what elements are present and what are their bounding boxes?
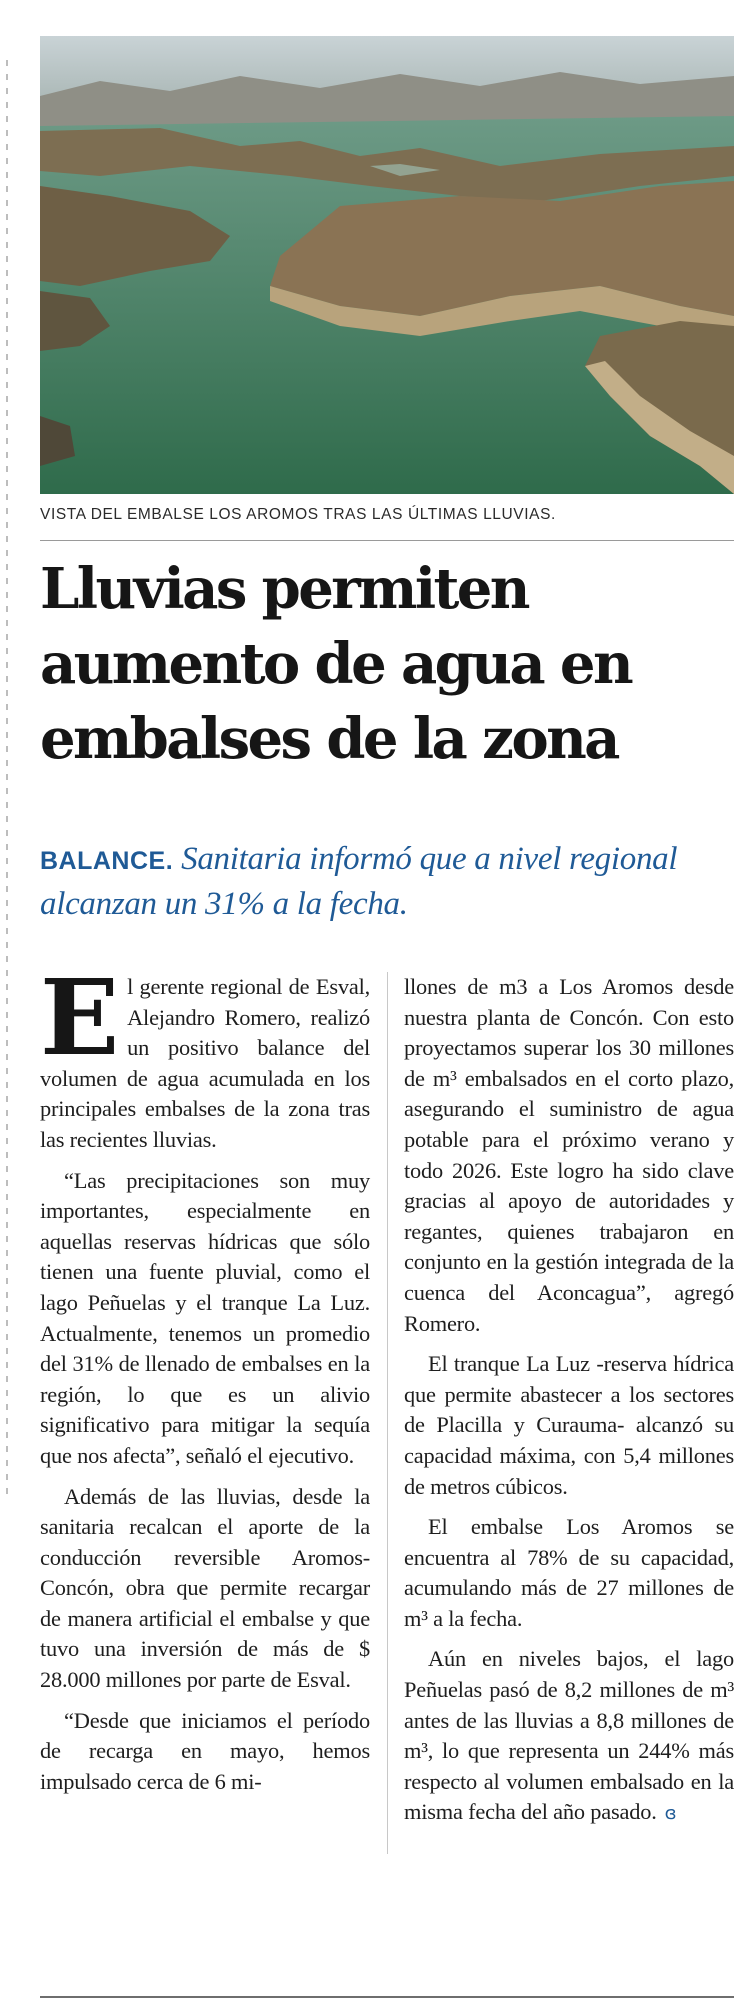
column-divider (387, 972, 388, 1854)
headline-line-1: Lluvias permiten (40, 556, 528, 622)
paragraph: “Las precipitaciones son muy importantes, especialmente en aquellas reservas hídricas que sólo tienen una fuente pluvial, como el lago Peñuelas y el tranque La Luz. Actualmente, tenemos un promedio del 31% de llenado de embalses en la región, lo que es un alivio significativo para mitigar la sequía que nos afecta”, señaló el ejecutivo. (40, 1167, 370, 1468)
paragraph: Además de las lluvias, desde la sanitaria recalcan el aporte de la conducción reversible Aromos-Concón, obra que permite recargar de manera artificial el embalse y que tuvo una inversión de más de $ 28.000 millones por parte de Esval. (40, 1483, 370, 1693)
deck-kicker: BALANCE. (40, 847, 174, 875)
page-edge-rule (6, 60, 8, 1500)
paragraph: “Desde que iniciamos el período de recarga en mayo, hemos impulsado cerca de 6 mi- (40, 1707, 370, 1794)
reservoir-landscape-image (40, 36, 734, 494)
photo-caption: VISTA DEL EMBALSE LOS AROMOS TRAS LAS ÚLTIMAS LLUVIAS. (40, 506, 556, 523)
caption-divider (40, 540, 734, 541)
headline-line-3: embalses de la zona (40, 706, 618, 772)
body-column-2 (404, 972, 734, 1830)
article-headline (40, 552, 734, 777)
article-deck (40, 838, 734, 926)
end-mark-icon: ɞ (664, 1803, 677, 1825)
paragraph: El tranque La Luz -reserva hídrica que permite abastecer a los sectores de Placilla y Curauma- alcanzó su capacidad máxima, con 5,4 millones de metros cúbicos. (404, 1351, 734, 1499)
paragraph-text: Aún en niveles bajos, el lago Peñuelas pasó de 8,2 millones de m³ antes de las lluvias a 8,8 millones de m³, lo que representa un 244% más respecto al volumen embalsado en la misma fecha del año pasado. (404, 1646, 734, 1825)
paragraph (404, 1644, 734, 1830)
bottom-rule (40, 1996, 734, 1998)
headline-line-2: aumento de agua en (40, 631, 632, 697)
paragraph (40, 956, 370, 1156)
paragraph: llones de m3 a Los Aromos desde nuestra planta de Concón. Con esto proyectamos superar los 30 millones de m³ embalsados en el corto plazo, asegurando el suministro de agua potable para el próximo verano y todo 2026. Este logro ha sido clave gracias al apoyo de autoridades y regantes, quienes trabajaron en conjunto en la gestión integrada de la cuenca del Aconcagua”, agregó Romero. (404, 974, 734, 1336)
reservoir-photo (40, 36, 734, 494)
drop-cap: E (40, 956, 120, 1079)
deck-text: Sanitaria informó que a nivel regional alcanzan un 31% a la fecha. (40, 841, 678, 922)
paragraph-text: l gerente regional de Esval, Alejandro Romero, realizó un positivo balance del volumen de agua acumulada en los principales embalses de la zona tras las recientes lluvias. (40, 974, 370, 1152)
paragraph: El embalse Los Aromos se encuentra al 78% de su capacidad, acumulando más de 27 millones de m³ a la fecha. (404, 1514, 734, 1631)
body-column-1 (40, 956, 370, 1797)
